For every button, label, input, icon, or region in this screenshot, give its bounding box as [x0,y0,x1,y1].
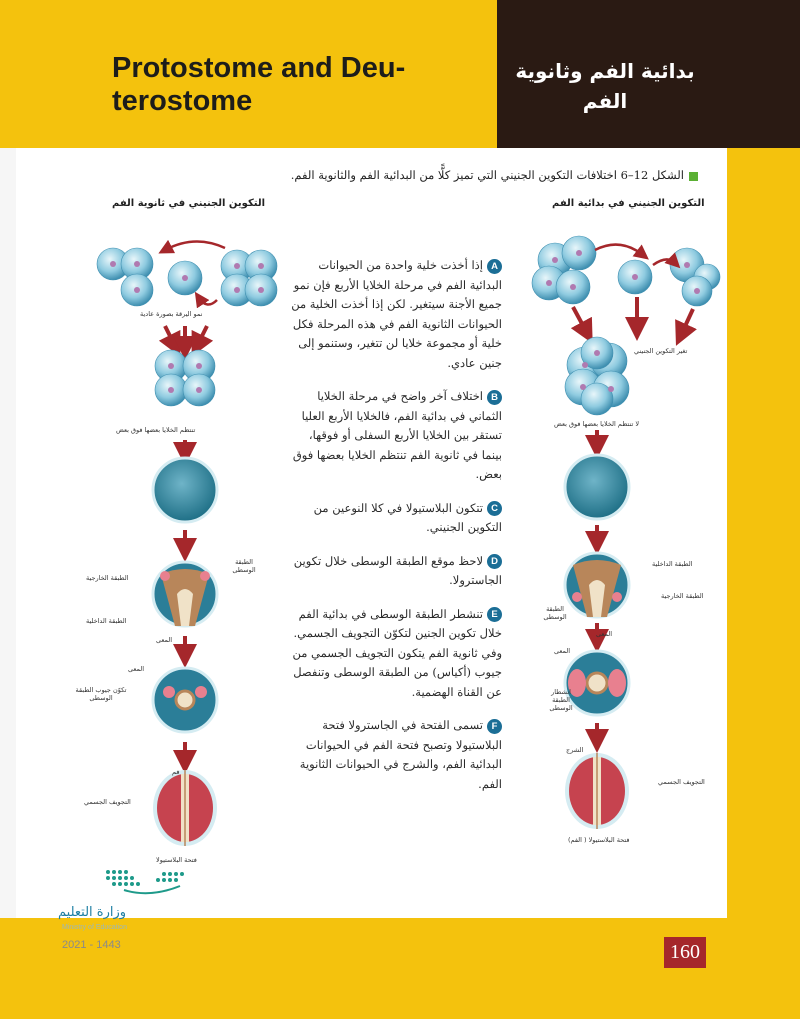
deut-eight-cell [155,350,215,406]
badge-f: F [487,719,502,734]
paragraph-c-text: تتكون البلاستيولا في كلا النوعين من التكوين الجنيني. [313,500,502,534]
proto-four-cell-left [532,236,596,304]
proto-label-blastopore-mouth: فتحة البلاستيولا ( الفم) [568,836,630,844]
deut-label-ectoderm: الطبقة الخارجية [86,574,129,582]
proto-label-split: انشطار الطبقة الوسطى [549,688,573,712]
paragraph-f [288,716,502,794]
deuterostome-diagram [85,228,285,868]
badge-b: B [487,390,502,405]
deut-label-gut-2: المعى [128,665,145,673]
proto-label-gut: المعى [596,630,613,638]
deut-label-endoderm: الطبقة الداخلية [86,617,127,625]
badge-e: E [487,607,502,622]
deut-mesoderm-pouches [153,668,217,732]
paragraph-e [288,605,502,703]
footer-year: 2021 - 1443 [62,939,121,951]
deuterostome-heading: التكوين الجنيني في ثانوية الفم [112,198,266,209]
proto-label-gut-2: المعى [554,647,571,655]
deut-curved-arrow-1 [165,241,225,250]
ministry-name-arabic: وزارة التعليم [58,905,127,920]
paragraph-d-text: لاحظ موقع الطبقة الوسطى خلال تكوين الجاسترولا. [293,553,502,587]
proto-label-coelom: التجويف الجسمي [658,778,705,786]
proto-label-endoderm: الطبقة الداخلية [652,560,693,568]
proto-three-cell [670,248,720,306]
deut-arrow-a [165,326,175,346]
paragraph-a [288,256,502,373]
proto-single-cell [618,260,652,294]
deut-four-cell-left [97,248,153,306]
proto-label-not-stacked: لا تنتظم الخلايا بعضها فوق بعض [554,420,640,428]
badge-d: D [487,554,502,569]
proto-label-ectoderm: الطبقة الخارجية [661,592,704,600]
deut-label-mesoderm: الطبقة الوسطى [232,558,256,574]
deut-label-blastopore: فتحة البلاستيولا [156,856,197,864]
footer-yellow-band [0,918,800,1019]
deut-four-cell-right [221,250,277,306]
proto-eight-cell [565,337,629,415]
proto-final-embryo [565,753,629,829]
paragraph-b [288,387,502,485]
proto-curved-arrow-1 [595,245,643,255]
explanation-column [288,256,502,808]
proto-arrow-a [573,307,587,333]
badge-c: C [487,501,502,516]
paragraph-c [288,499,502,538]
page-number: 160 [664,937,706,968]
deut-blastula [153,458,217,522]
paragraph-b-text: اختلاف آخر واضح في مرحلة الخلايا الثماني في بدائية الفم، فالخلايا الأربع العليا تستقر بين الخلايا الأربع السفلى أو فوقها، بينما في ثانوية الفم تنتظم الخلايا بعضها فوق بعض. [292,389,502,481]
deut-arrow-c [197,326,207,346]
deut-final-embryo [153,770,217,846]
proto-gastrula [565,553,629,617]
ministry-logo-icon [104,866,196,896]
deut-gastrula [153,562,217,626]
left-margin [0,148,16,918]
protostome-diagram [525,225,725,845]
proto-label-change: تغير التكوين الجنيني [634,347,688,355]
deut-label-stacked: تنتظم الخلايا بعضها فوق بعض [116,426,196,434]
paragraph-d [288,552,502,591]
ministry-name-english: Ministry of Education [62,924,127,931]
protostome-heading: التكوين الجنيني في بدائية الفم [552,198,705,209]
paragraph-f-text: تسمى الفتحة في الجاسترولا فتحة البلاستيولا وتصبح فتحة الفم في الحيوانات البدائية الفم، والشرج في الحيوانات الثانوية الفم. [299,718,502,791]
deut-label-normal-larva: نمو اليرقة بصورة عادية [140,310,203,318]
deut-single-cell [168,261,202,295]
caption-text: الشكل 12–6 اختلافات التكوين الجنيني التي تميز كلًّا من البدائية الفم والثانوية الفم. [290,168,684,182]
figure-caption [100,168,698,182]
proto-blastula [565,455,629,519]
english-title: Protostome and Deu-terostome [112,52,406,117]
deut-label-mouth: فم [172,768,180,776]
deut-curved-arrow-2 [199,298,217,305]
proto-label-anus: الشرج [566,746,584,754]
deut-label-coelom: التجويف الجسمي [84,798,131,806]
deut-label-gut: المعى [156,636,173,644]
arabic-title: بدائية الفم وثانوية الفم [515,59,695,113]
caption-square-icon [689,172,698,181]
paragraph-e-text: تنشطر الطبقة الوسطى في بدائية الفم خلال تكوين الجنين لتكوّن التجويف الجسمي. وفي ثانوية الفم يتكون التجويف الجسمي من جيوب (أكياس) من الطبقة الوسطى وتنفصل عن القناة الهضمية. [292,606,502,699]
right-yellow-strip [727,148,800,918]
deut-label-pouches: تكوّن جيوب الطبقة الوسطى [75,686,127,702]
paragraph-a-text: إذا أخذت خلية واحدة من الحيوانات البدائية الفم في مرحلة الخلايا الأربع فإن نمو جميع الأجنة سيتغير. لكن إذا أخذت الخلية من الحيوانات الثانوية الفم في هذه المرحلة فكل خلية أو مجموعة خلايا لن تتغير، وستنمو إلى جنين عادي. [291,258,502,370]
badge-a: A [487,259,502,274]
proto-arrow-c [681,309,693,335]
proto-label-mesoderm: الطبقة الوسطى [543,605,567,621]
